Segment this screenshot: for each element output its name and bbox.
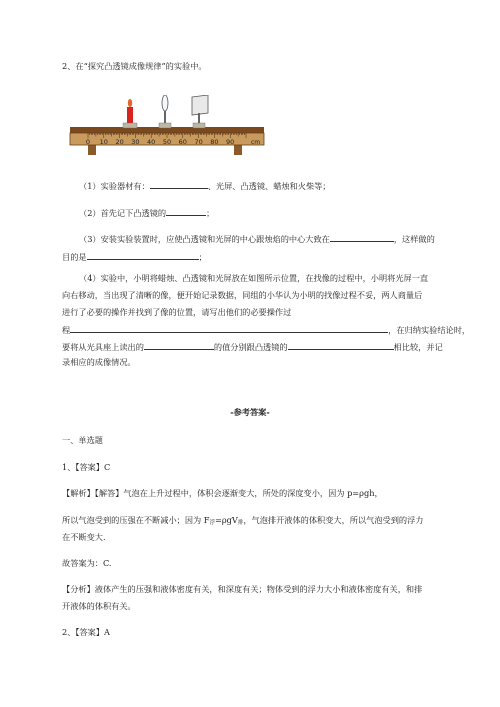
ruler-tick-label: 60	[178, 138, 187, 146]
ruler-tick-label: 50	[162, 138, 172, 146]
answer-blank	[150, 180, 208, 189]
convex-lens-icon	[162, 95, 168, 111]
question-number: 2	[62, 61, 68, 71]
question-2-part-1: （1）实验器材有： 、光屏、凸透镜、蜡烛和火柴等；	[79, 181, 331, 191]
answer-blank	[144, 341, 214, 350]
bench-left-stand	[88, 145, 96, 155]
ruler-tick-label: 20	[115, 138, 124, 146]
answer-1-analysis-l2: 所以气泡受到的压强在不断减小；因为 F浮=ρgV排，气泡排开液体的体积变大，所以气泡受到的浮力	[62, 515, 424, 526]
answer-1-analysis-l3: 在不断变大.	[62, 532, 106, 542]
section-heading: 一、单选题	[62, 435, 103, 445]
answer-1-fenxi-l2: 开液体的体积有关。	[62, 601, 136, 611]
answer-blank	[330, 233, 394, 242]
answer-blank	[166, 207, 206, 216]
bench-right-stand	[234, 145, 242, 155]
answer-2-label: 2、【答案】A	[62, 627, 110, 637]
question-2-part-4-l2: 向右移动，当出现了清晰的像，便开始记录数据，同组的小华认为小明的找像过程不妥，两人商量后	[62, 290, 423, 300]
ruler-tick-label: 40	[147, 138, 156, 146]
ruler-unit: cm	[251, 139, 261, 146]
ruler-tick-label: 80	[210, 138, 219, 146]
ruler-tick-label: 10	[99, 138, 108, 146]
candle-icon	[127, 107, 133, 125]
question-2-part-2: （2）首先记下凸透镜的 ；	[79, 208, 215, 218]
ruler-tick-label: 0	[85, 138, 91, 146]
question-2-intro: 2、在“探究凸透镜成像规律”的实验中。	[62, 61, 207, 71]
candle-flame-icon	[128, 99, 132, 107]
question-2-part-3-cont: 目的是 ；	[62, 252, 207, 262]
ruler-tick-label: 70	[194, 138, 203, 146]
question-2-part-4-l4: 程 ，在归纳实验结论时，	[62, 325, 471, 335]
answer-1-label: 1、【答案】C	[62, 462, 111, 472]
question-2-part-4-l3: 进行了必要的操作并找到了像的位置，请写出他们的必要操作过	[62, 307, 292, 317]
ruler-tick-label: 30	[131, 138, 140, 146]
answer-blank	[70, 324, 388, 333]
answer-1-fenxi-l1: 【分析】液体产生的压强和液体密度有关，和深度有关；物体受到的浮力大小和液体密度有关，和排	[62, 584, 423, 594]
question-2-part-4-l5: 要将从光具座上读出的 的值分别跟凸透镜的 相比较，并记	[62, 342, 443, 352]
light-screen-icon	[192, 95, 208, 115]
answers-title: -参考答案-	[230, 407, 270, 417]
answer-1-result: 故答案为：C.	[62, 558, 112, 568]
question-2-part-3: （3）安装实验装置时，应使凸透镜和光屏的中心跟烛焰的中心大致在 ，这样做的	[79, 234, 435, 244]
answer-1-analysis-l1: 【解析】【解答】气泡在上升过程中，体积会逐渐变大，所处的深度变小，因为 p=ρgh，	[62, 488, 383, 498]
answer-blank	[288, 341, 394, 350]
optical-bench-figure	[68, 95, 268, 165]
ruler-tick-label: 90	[226, 138, 235, 146]
answer-blank	[87, 251, 199, 260]
question-2-part-4-l6: 录相应的成像情况。	[62, 357, 136, 367]
question-2-part-4-l1: （4）实验中，小明将蜡烛、凸透镜和光屏放在如图所示位置，在找像的过程中，小明将光屏一直	[79, 273, 429, 283]
